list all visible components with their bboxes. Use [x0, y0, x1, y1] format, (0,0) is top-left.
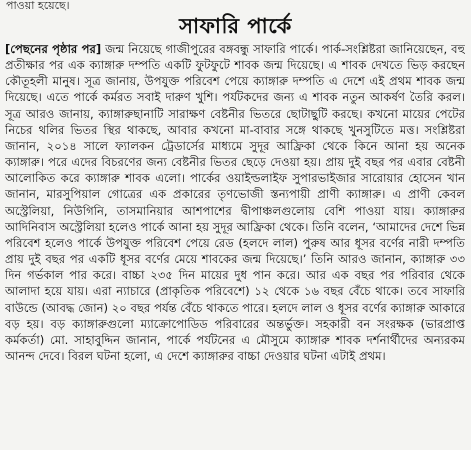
previous-article-fragment: পাওয়া হয়েছে। — [6, 0, 70, 12]
article-headline: সাফারি পার্কে — [179, 14, 292, 38]
article-body — [5, 41, 465, 446]
article-text: জন্ম নিয়েছে গাজীপুরের বঙ্গবন্ধু সাফারি পার্কে। পার্ক-সংশ্লিষ্টরা জানিয়েছেন, বহু প্রতীক্ষার পর এক ক্যাঙ্গারু দম্পতি একটি ফুটফুটে শাবক জন্ম দিয়েছে। এ শাবক দেখতে ভিড় করছেন কৌতূহলী মানুষ। সূত্র জানায়, উপযুক্ত পরিবেশ পেয়ে ক্যাঙ্গারু দম্পতি এ দেশে এই প্রথম শাবক জন্ম দিয়েছে। এতে পার্কে কর্মরত সবাই দারুণ খুশি। পর্যটকদের জন্য এ শাবক নতুন আকর্ষণ তৈরি করল। সূত্র আরও জানায়, ক্যাঙ্গারুছানাটি সারাক্ষণ বেষ্টনীর ভিতরে ছোটাছুটি করছে। কখনো মায়ের পেটের নিচের থলির ভিতর স্থির থাকছে, আবার কখনো মা-বাবার সঙ্গে থাকছে খুনসুটিতে মত্ত। সংশ্লিষ্টরা জানান, ২০১৪ সালে ফ্যালকন ট্রেডার্সের মাধ্যমে সুদূর আফ্রিকা থেকে কিনে আনা হয় অনেক ক্যাঙ্গারু। পরে এদের বিচরণের জন্য বেষ্টনীর ভিতর ছেড়ে দেওয়া হয়। প্রায় দুই বছর পর এবার বেষ্টনী আলোকিত করে ক্যাঙ্গারু শাবক এলো। পার্কের ওয়াইল্ডলাইফ সুপারভাইজার সারোয়ার হোসেন খান জানান, মারসুপিয়াল গোত্রের এক প্রকারের তৃণভোজী স্তন্যপায়ী প্রাণী ক্যাঙ্গারু। এ প্রাণী কেবল অস্ট্রেলিয়া, নিউগিনি, তাসমানিয়ার আশপাশের দ্বীপাঞ্চলগুলোয় বেশি পাওয়া যায়। ক্যাঙ্গারুর আদিনিবাস অস্ট্রেলিয়া হলেও পার্কে আনা হয় সুদূর আফ্রিকা থেকে। তিনি বলেন, ‘আমাদের দেশে ভিন্ন পরিবেশ হলেও পার্কে উপযুক্ত পরিবেশ পেয়ে রেড (হলদে লাল) পুরুষ আর ধূসর বর্ণের নারী দম্পতি প্রায় দুই বছর পর একটি ধূসর বর্ণের মেয়ে শাবকের জন্ম দিয়েছে।’ তিনি আরও জানান, ক্যাঙ্গারু ৩৩ দিন গর্ভকাল পার করে। বাচ্চা ২৩৫ দিন মায়ের দুধ পান করে। আর এক বছর পর পরিবার থেকে আলাদা হয়ে যায়। এরা ন্যাচারে (প্রাকৃতিক পরিবেশে) ১২ থেকে ১৬ বছর বেঁচে থাকে। তবে সাফারি বাউন্ডে (আবদ্ধ জোন) ২০ বছর পর্যন্ত বেঁচে থাকতে পারে। হলদে লাল ও ধূসর বর্ণের ক্যাঙ্গারু আকারে বড় হয়। বড় ক্যাঙ্গারুগুলো ম্যাক্রোপোডিড পরিবারের অন্তর্ভুক্ত। সহকারী বন সংরক্ষক (ভারপ্রাপ্ত কর্মকর্তা) মো. সাহাবুদ্দিন জানান, পার্কে পর্যটনের এ মৌসুমে ক্যাঙ্গারু শাবক দর্শনার্থীদের অন্যরকম আনন্দ দেবে। বিরল ঘটনা হলো, এ দেশে ক্যাঙ্গারুর বাচ্চা দেওয়ার ঘটনা এটাই প্রথম। — [5, 42, 465, 363]
continued-from-label: [পেছনের পৃষ্ঠার পর] — [5, 42, 102, 56]
